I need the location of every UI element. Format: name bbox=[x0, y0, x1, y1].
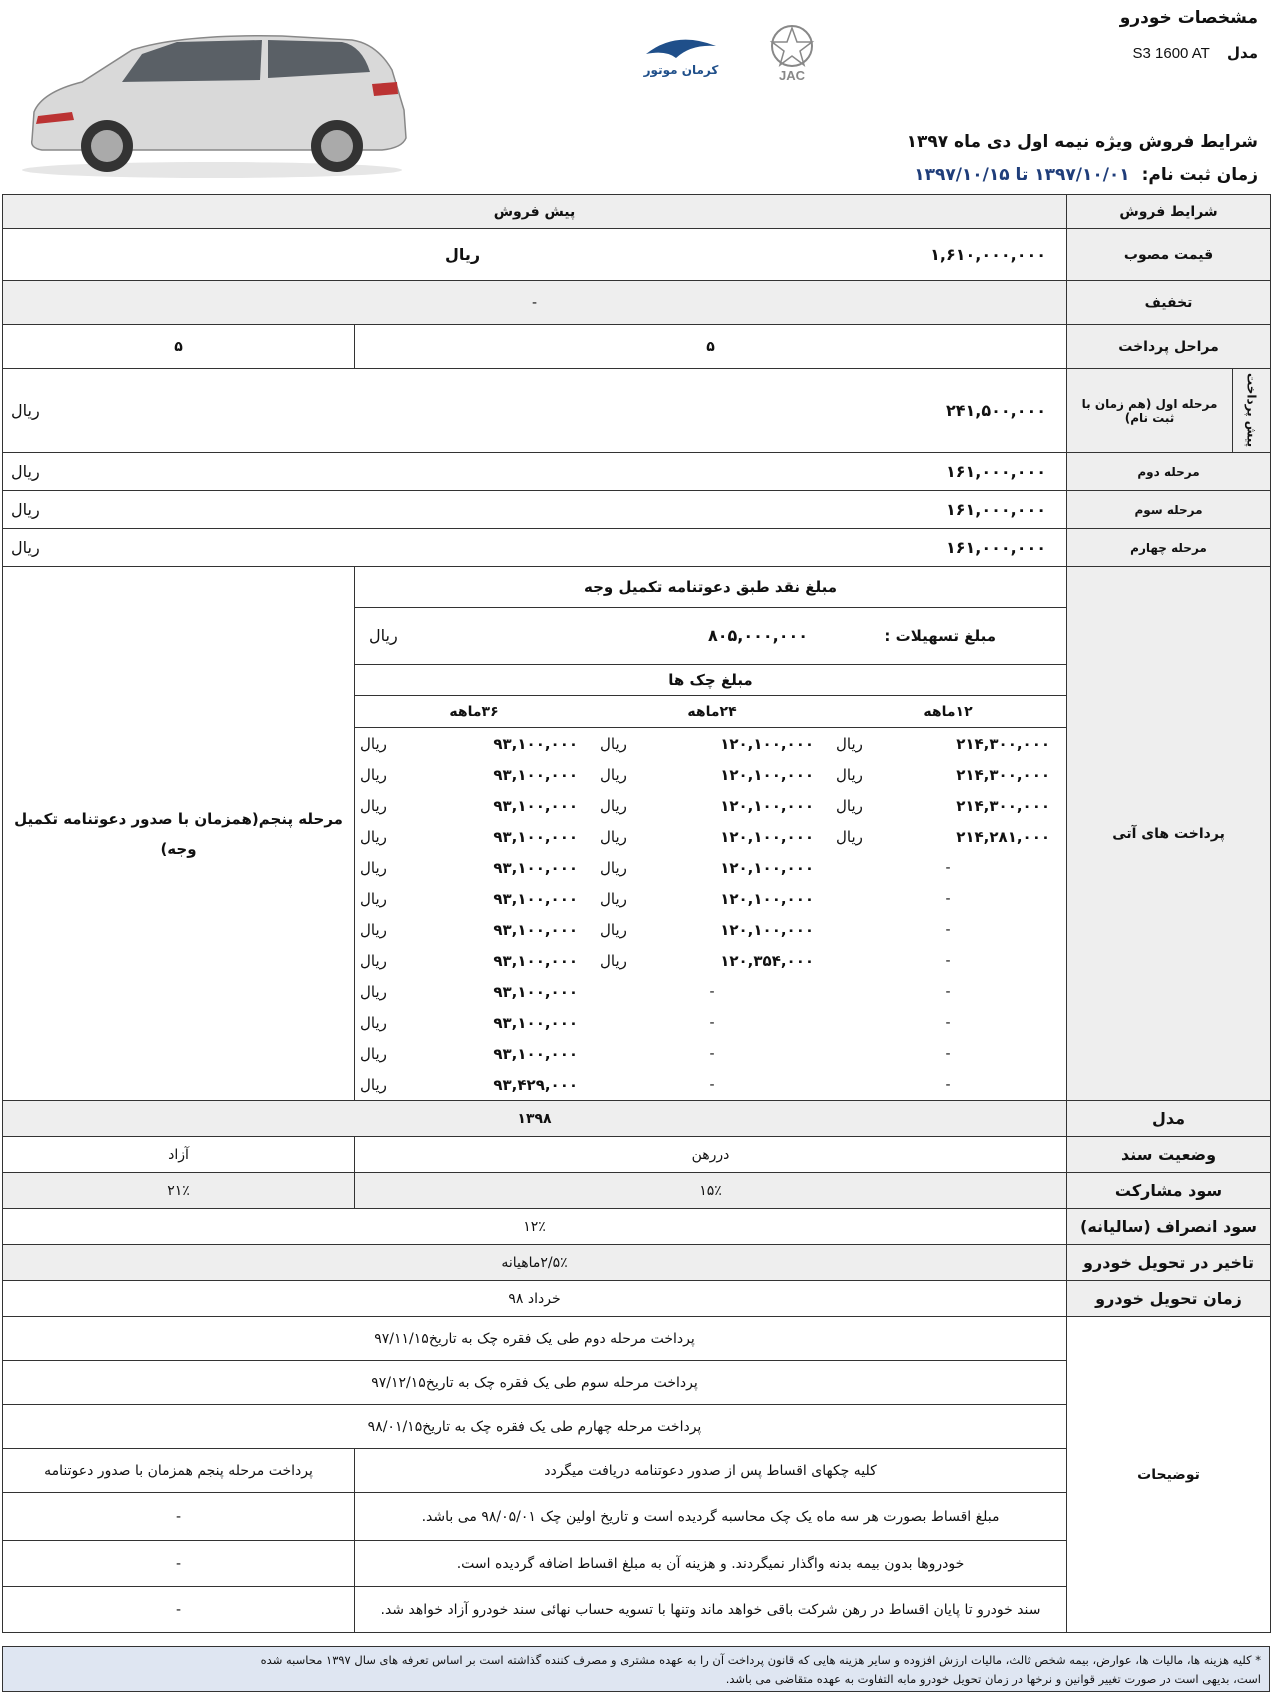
cheque-row bbox=[354, 883, 1066, 914]
cheque-36 bbox=[354, 728, 594, 760]
cheque-unit: ریال bbox=[600, 734, 627, 753]
payment-stages-b: ۵ bbox=[3, 325, 355, 369]
stage2-value: ۱۶۱,۰۰۰,۰۰۰ bbox=[945, 462, 1047, 481]
cheque-amount: ۹۳,۱۰۰,۰۰۰ bbox=[493, 1044, 579, 1063]
cheques-header bbox=[354, 696, 1066, 728]
note-side-3: - bbox=[3, 1541, 355, 1587]
doc-status-label: وضعیت سند bbox=[1067, 1137, 1271, 1173]
cheque-unit: ریال bbox=[360, 734, 387, 753]
row-future-payments bbox=[3, 567, 1271, 1101]
note-7: سند خودرو تا پایان اقساط در رهن شرکت باقی خواهد ماند وتنها با تسویه حساب نهائی سند خودرو آزاد خواهد شد. bbox=[355, 1587, 1067, 1633]
cheque-unit: ریال bbox=[836, 796, 863, 815]
row-payment-stages bbox=[3, 325, 1271, 369]
row-delay bbox=[3, 1245, 1271, 1281]
note-1: پرداخت مرحله دوم طی یک فقره چک به تاریخ۹۷/۱۱/۱۵ bbox=[3, 1317, 1067, 1361]
cheque-36 bbox=[354, 790, 594, 821]
note-side-1: پرداخت مرحله پنجم همزمان با صدور دعوتنامه bbox=[3, 1449, 355, 1493]
cheque-amount: ۹۳,۱۰۰,۰۰۰ bbox=[493, 796, 579, 815]
footer-line-2: است، بدیهی است در صورت تغییر قوانین و نرخها در زمان تحویل خودرو مابه التفاوت به عهده متقاضی می باشد. bbox=[725, 1672, 1261, 1686]
cheque-amount: ۱۲۰,۱۰۰,۰۰۰ bbox=[720, 796, 815, 815]
cheque-36 bbox=[354, 1038, 594, 1069]
model-year-label: مدل bbox=[1067, 1101, 1271, 1137]
cheque-unit: ریال bbox=[600, 796, 627, 815]
cheque-24 bbox=[594, 728, 830, 760]
model-value: S3 1600 AT bbox=[1132, 45, 1210, 62]
cheque-24 bbox=[594, 852, 830, 883]
stage3-unit: ریال bbox=[11, 500, 40, 519]
facility-row bbox=[355, 608, 1066, 665]
stage4-unit: ریال bbox=[11, 538, 40, 557]
col-24-header: ۲۴ماهه bbox=[687, 703, 737, 720]
stage3-value: ۱۶۱,۰۰۰,۰۰۰ bbox=[945, 500, 1047, 519]
cheque-amount: ۹۳,۱۰۰,۰۰۰ bbox=[493, 982, 579, 1001]
conditions-title: شرایط فروش ویژه نیمه اول دی ماه ۱۳۹۷ bbox=[906, 132, 1258, 152]
cheque-24 bbox=[594, 883, 830, 914]
cheque-unit: ریال bbox=[360, 827, 387, 846]
row-sale-conditions bbox=[3, 195, 1271, 229]
approved-price-value: ۱,۶۱۰,۰۰۰,۰۰۰ bbox=[930, 245, 1047, 264]
cheque-unit: ریال bbox=[360, 951, 387, 970]
approved-price-unit: ریال bbox=[445, 245, 481, 264]
cheque-12: - bbox=[945, 890, 951, 907]
cheque-amount: ۹۳,۱۰۰,۰۰۰ bbox=[493, 889, 579, 908]
cheque-unit: ریال bbox=[836, 734, 863, 753]
approved-price-label: قیمت مصوب bbox=[1067, 229, 1271, 281]
cheque-row bbox=[354, 759, 1066, 790]
cheque-unit: ریال bbox=[600, 889, 627, 908]
cheque-unit: ریال bbox=[836, 827, 863, 846]
cheque-amount: ۹۳,۱۰۰,۰۰۰ bbox=[493, 858, 579, 877]
cheque-unit: ریال bbox=[360, 1075, 387, 1094]
cheque-amount: ۹۳,۱۰۰,۰۰۰ bbox=[493, 765, 579, 784]
cheque-row bbox=[354, 821, 1066, 852]
svg-text:JAC: JAC bbox=[778, 68, 806, 82]
note-6: خودروها بدون بیمه بدنه واگذار نمیگردند. و هزینه آن به مبلغ اقساط اضافه گردیده است. bbox=[355, 1541, 1067, 1587]
cheque-row bbox=[354, 914, 1066, 945]
note-5: مبلغ اقساط بصورت هر سه ماه یک چک محاسبه گردیده است و تاریخ اولین چک ۹۸/۰۵/۰۱ می باشد. bbox=[355, 1493, 1067, 1541]
cheque-row bbox=[354, 852, 1066, 883]
cancel-profit-value: ۱۲٪ bbox=[3, 1209, 1067, 1245]
cheque-12: - bbox=[945, 1045, 951, 1062]
cheque-24: - bbox=[709, 983, 715, 1000]
note-4: کلیه چکهای اقساط پس از صدور دعوتنامه دریافت میگردد bbox=[355, 1449, 1067, 1493]
stage1-label: مرحله اول (هم زمان با ثبت نام) bbox=[1067, 369, 1233, 453]
cheque-amount: ۱۲۰,۱۰۰,۰۰۰ bbox=[720, 827, 815, 846]
cheque-unit: ریال bbox=[600, 951, 627, 970]
cheque-amount: ۱۲۰,۱۰۰,۰۰۰ bbox=[720, 920, 815, 939]
model-year-value: ۱۳۹۸ bbox=[3, 1101, 1067, 1137]
model-line bbox=[1133, 44, 1258, 62]
doc-status-a: دررهن bbox=[355, 1137, 1067, 1173]
delay-value: ۲/۵٪ماهیانه bbox=[3, 1245, 1067, 1281]
note-row bbox=[3, 1317, 1271, 1361]
car-image bbox=[12, 20, 412, 180]
row-stage1 bbox=[3, 369, 1271, 453]
cheque-12 bbox=[830, 759, 1066, 790]
delay-label: تاخیر در تحویل خودرو bbox=[1067, 1245, 1271, 1281]
cheque-row bbox=[354, 728, 1066, 760]
cheque-24: - bbox=[709, 1014, 715, 1031]
notes-label: توضیحات bbox=[1067, 1317, 1271, 1633]
stage4-value: ۱۶۱,۰۰۰,۰۰۰ bbox=[945, 538, 1047, 557]
row-cancel-profit bbox=[3, 1209, 1271, 1245]
row-stage2 bbox=[3, 453, 1271, 491]
cheque-amount: ۹۳,۴۲۹,۰۰۰ bbox=[493, 1075, 579, 1094]
cheque-unit: ریال bbox=[836, 765, 863, 784]
cheque-24 bbox=[594, 821, 830, 852]
cheques-table bbox=[354, 696, 1066, 1100]
stage4-label: مرحله چهارم bbox=[1067, 529, 1271, 567]
cheque-36 bbox=[354, 821, 594, 852]
col-12-header: ۱۲ماهه bbox=[923, 703, 973, 720]
cheque-row bbox=[354, 945, 1066, 976]
stage2-label: مرحله دوم bbox=[1067, 453, 1271, 491]
cheque-unit: ریال bbox=[360, 765, 387, 784]
sale-type: پیش فروش bbox=[3, 195, 1067, 229]
cheque-36 bbox=[354, 976, 594, 1007]
jac-logo bbox=[748, 22, 836, 82]
row-approved-price bbox=[3, 229, 1271, 281]
cash-amount-title: مبلغ نقد طبق دعوتنامه تکمیل وجه bbox=[355, 567, 1066, 608]
prepayment-label: پیش پرداخت bbox=[1233, 369, 1271, 453]
row-model-year bbox=[3, 1101, 1271, 1137]
cheque-amount: ۲۱۴,۳۰۰,۰۰۰ bbox=[956, 765, 1051, 784]
cheque-36 bbox=[354, 852, 594, 883]
cheque-unit: ریال bbox=[360, 858, 387, 877]
cheque-amount: ۱۲۰,۱۰۰,۰۰۰ bbox=[720, 858, 815, 877]
svg-text:کرمان موتور: کرمان موتور bbox=[643, 63, 719, 77]
cheque-row bbox=[354, 1007, 1066, 1038]
cheque-12: - bbox=[945, 952, 951, 969]
stage3-label: مرحله سوم bbox=[1067, 491, 1271, 529]
kerman-motor-logo bbox=[636, 32, 726, 80]
col-36-header: ۳۶ماهه bbox=[449, 703, 499, 720]
cheque-unit: ریال bbox=[360, 796, 387, 815]
cheque-36 bbox=[354, 1007, 594, 1038]
cheque-amount: ۲۱۴,۲۸۱,۰۰۰ bbox=[956, 827, 1051, 846]
cheque-amount: ۱۲۰,۱۰۰,۰۰۰ bbox=[720, 734, 815, 753]
row-doc-status bbox=[3, 1137, 1271, 1173]
note-side-2: - bbox=[3, 1493, 355, 1541]
cheque-24: - bbox=[709, 1076, 715, 1093]
registration-label: زمان ثبت نام: bbox=[1141, 165, 1258, 185]
cheque-12: - bbox=[945, 859, 951, 876]
profit-b: ۲۱٪ bbox=[3, 1173, 355, 1209]
cheque-amount: ۱۲۰,۱۰۰,۰۰۰ bbox=[720, 765, 815, 784]
cheque-36 bbox=[354, 945, 594, 976]
footer-note bbox=[2, 1646, 1270, 1692]
cheque-row bbox=[354, 790, 1066, 821]
cheque-unit: ریال bbox=[600, 827, 627, 846]
cheque-12 bbox=[830, 821, 1066, 852]
cheque-unit: ریال bbox=[360, 1044, 387, 1063]
cheque-amount: ۹۳,۱۰۰,۰۰۰ bbox=[493, 920, 579, 939]
cheque-row bbox=[354, 1038, 1066, 1069]
cheque-24 bbox=[594, 945, 830, 976]
facility-value: ۸۰۵,۰۰۰,۰۰۰ bbox=[707, 626, 809, 645]
cheque-unit: ریال bbox=[600, 858, 627, 877]
cheque-12: - bbox=[945, 983, 951, 1000]
note-2: پرداخت مرحله سوم طی یک فقره چک به تاریخ۹۷/۱۲/۱۵ bbox=[3, 1361, 1067, 1405]
cheque-36 bbox=[354, 759, 594, 790]
delivery-value: خرداد ۹۸ bbox=[3, 1281, 1067, 1317]
cheque-amount: ۹۳,۱۰۰,۰۰۰ bbox=[493, 1013, 579, 1032]
footer-line-1: * کلیه هزینه ها، مالیات ها، عوارض، بیمه شخص ثالث، مالیات ارزش افزوده و سایر هزینه هایی که قانون پرداخت آن را به عهده مشتری و مصرف کننده گذاشته است بر اساس تعرفه های سال ۱۳۹۷ محاسبه شده bbox=[260, 1653, 1261, 1667]
cheque-12: - bbox=[945, 1014, 951, 1031]
cheque-24 bbox=[594, 914, 830, 945]
stage5-label: مرحله پنجم(همزمان با صدور دعوتنامه تکمیل وجه) bbox=[3, 567, 355, 1101]
row-stage3 bbox=[3, 491, 1271, 529]
future-payments-label: پرداخت های آتی bbox=[1067, 567, 1271, 1101]
discount-label: تخفیف bbox=[1067, 281, 1271, 325]
cheque-36 bbox=[354, 1069, 594, 1100]
delivery-label: زمان تحویل خودرو bbox=[1067, 1281, 1271, 1317]
stage1-unit: ریال bbox=[11, 401, 40, 420]
cheque-unit: ریال bbox=[360, 982, 387, 1001]
cheque-amount: ۲۱۴,۳۰۰,۰۰۰ bbox=[956, 796, 1051, 815]
cheque-unit: ریال bbox=[360, 920, 387, 939]
note-side-4: - bbox=[3, 1587, 355, 1633]
cheques-title: مبلغ چک ها bbox=[355, 665, 1066, 696]
cheque-24 bbox=[594, 759, 830, 790]
cheque-row bbox=[354, 976, 1066, 1007]
row-stage4 bbox=[3, 529, 1271, 567]
cheque-amount: ۲۱۴,۳۰۰,۰۰۰ bbox=[956, 734, 1051, 753]
profit-a: ۱۵٪ bbox=[355, 1173, 1067, 1209]
cheque-36 bbox=[354, 914, 594, 945]
facility-unit: ریال bbox=[369, 626, 398, 645]
cheque-row bbox=[354, 1069, 1066, 1100]
discount-value: - bbox=[3, 281, 1067, 325]
cheque-amount: ۹۳,۱۰۰,۰۰۰ bbox=[493, 951, 579, 970]
cheque-12 bbox=[830, 790, 1066, 821]
payment-stages-label: مراحل پرداخت bbox=[1067, 325, 1271, 369]
facility-label: مبلغ تسهیلات : bbox=[884, 627, 997, 645]
stage2-unit: ریال bbox=[11, 462, 40, 481]
cheque-unit: ریال bbox=[600, 920, 627, 939]
cheque-12 bbox=[830, 728, 1066, 760]
cheque-unit: ریال bbox=[360, 889, 387, 908]
cheque-unit: ریال bbox=[600, 765, 627, 784]
page-title: مشخصات خودرو bbox=[1119, 8, 1258, 28]
row-delivery bbox=[3, 1281, 1271, 1317]
profit-label: سود مشارکت bbox=[1067, 1173, 1271, 1209]
cheque-amount: ۱۲۰,۱۰۰,۰۰۰ bbox=[720, 889, 815, 908]
sales-conditions-table bbox=[2, 194, 1271, 1633]
sale-conditions-label: شرایط فروش bbox=[1067, 195, 1271, 229]
cheque-amount: ۹۳,۱۰۰,۰۰۰ bbox=[493, 827, 579, 846]
cheque-24: - bbox=[709, 1045, 715, 1062]
cheque-12: - bbox=[945, 1076, 951, 1093]
model-label: مدل bbox=[1227, 44, 1258, 62]
cancel-profit-label: سود انصراف (سالیانه) bbox=[1067, 1209, 1271, 1245]
cheque-24 bbox=[594, 790, 830, 821]
row-profit bbox=[3, 1173, 1271, 1209]
row-discount bbox=[3, 281, 1271, 325]
stage1-value: ۲۴۱,۵۰۰,۰۰۰ bbox=[945, 401, 1047, 420]
registration-value: ۱۳۹۷/۱۰/۰۱ تا ۱۳۹۷/۱۰/۱۵ bbox=[914, 165, 1130, 185]
cheque-amount: ۹۳,۱۰۰,۰۰۰ bbox=[493, 734, 579, 753]
payment-stages-a: ۵ bbox=[355, 325, 1067, 369]
cheque-12: - bbox=[945, 921, 951, 938]
registration-line bbox=[914, 165, 1258, 185]
cheque-amount: ۱۲۰,۳۵۴,۰۰۰ bbox=[720, 951, 815, 970]
doc-status-b: آزاد bbox=[3, 1137, 355, 1173]
note-3: پرداخت مرحله چهارم طی یک فقره چک به تاریخ۹۸/۰۱/۱۵ bbox=[3, 1405, 1067, 1449]
cheque-unit: ریال bbox=[360, 1013, 387, 1032]
cheque-36 bbox=[354, 883, 594, 914]
